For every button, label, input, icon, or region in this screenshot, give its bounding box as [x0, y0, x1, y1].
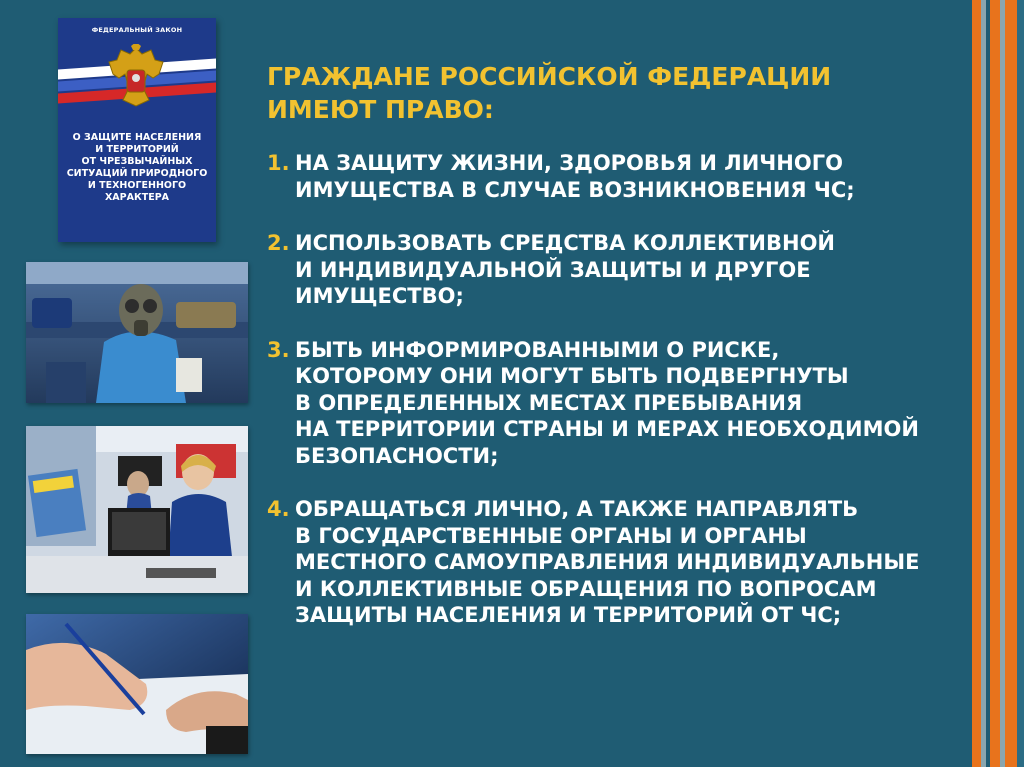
hand-writing-photo [26, 614, 248, 754]
item-text: ИСПОЛЬЗОВАТЬ СРЕДСТВА КОЛЛЕКТИВНОЙ И ИНДИВИДУАЛЬНОЙ ЗАЩИТЫ И ДРУГОЕ ИМУЩЕСТВО; [295, 231, 836, 308]
list-item [267, 150, 957, 203]
decorative-stripes [972, 0, 1024, 767]
list-item [267, 230, 957, 310]
russian-flag-graphic [58, 42, 216, 114]
control-room-operators-photo [26, 426, 248, 593]
book-title: О ЗАЩИТЕ НАСЕЛЕНИЯ И ТЕРРИТОРИЙ ОТ ЧРЕЗВЫЧАЙНЫХ СИТУАЦИЙ ПРИРОДНОГО И ТЕХНОГЕННОГО ХАРАКТЕРА [66, 132, 208, 203]
item-text: ОБРАЩАТЬСЯ ЛИЧНО, А ТАКЖЕ НАПРАВЛЯТЬ В ГОСУДАРСТВЕННЫЕ ОРГАНЫ И ОРГАНЫ МЕСТНОГО САМОУПРАВЛЕНИЯ ИНДИВИДУАЛЬНЫЕ И КОЛЛЕКТИВНЫЕ ОБРАЩЕНИЯ ПО ВОПРОСАМ ЗАЩИТЫ НАСЕЛЕНИЯ И ТЕРРИТОРИЙ ОТ ЧС; [295, 497, 920, 627]
item-number: 2. [267, 231, 290, 255]
item-text: НА ЗАЩИТУ ЖИЗНИ, ЗДОРОВЬЯ И ЛИЧНОГО ИМУЩЕСТВА В СЛУЧАЕ ВОЗНИКНОВЕНИЯ ЧС; [295, 151, 855, 202]
list-item [267, 337, 957, 470]
slide-heading: ГРАЖДАНЕ РОССИЙСКОЙ ФЕДЕРАЦИИ ИМЕЮТ ПРАВО: [267, 62, 832, 124]
book-top-label: ФЕДЕРАЛЬНЫЙ ЗАКОН [91, 26, 183, 34]
item-text: БЫТЬ ИНФОРМИРОВАННЫМИ О РИСКЕ, КОТОРОМУ ОНИ МОГУТ БЫТЬ ПОДВЕРГНУТЫ В ОПРЕДЕЛЕННЫХ МЕСТАХ ПРЕБЫВАНИЯ НА ТЕРРИТОРИИ СТРАНЫ И МЕРАХ НЕОБХОДИМОЙ БЕЗОПАСНОСТИ; [295, 337, 919, 468]
item-number: 1. [267, 151, 290, 175]
list-item [267, 496, 957, 629]
item-number: 3. [267, 337, 290, 362]
law-book-cover [58, 18, 216, 242]
coat-of-arms-icon [107, 44, 165, 110]
gas-mask-person-photo [26, 262, 248, 403]
item-number: 4. [267, 497, 290, 521]
rights-list [267, 150, 957, 656]
